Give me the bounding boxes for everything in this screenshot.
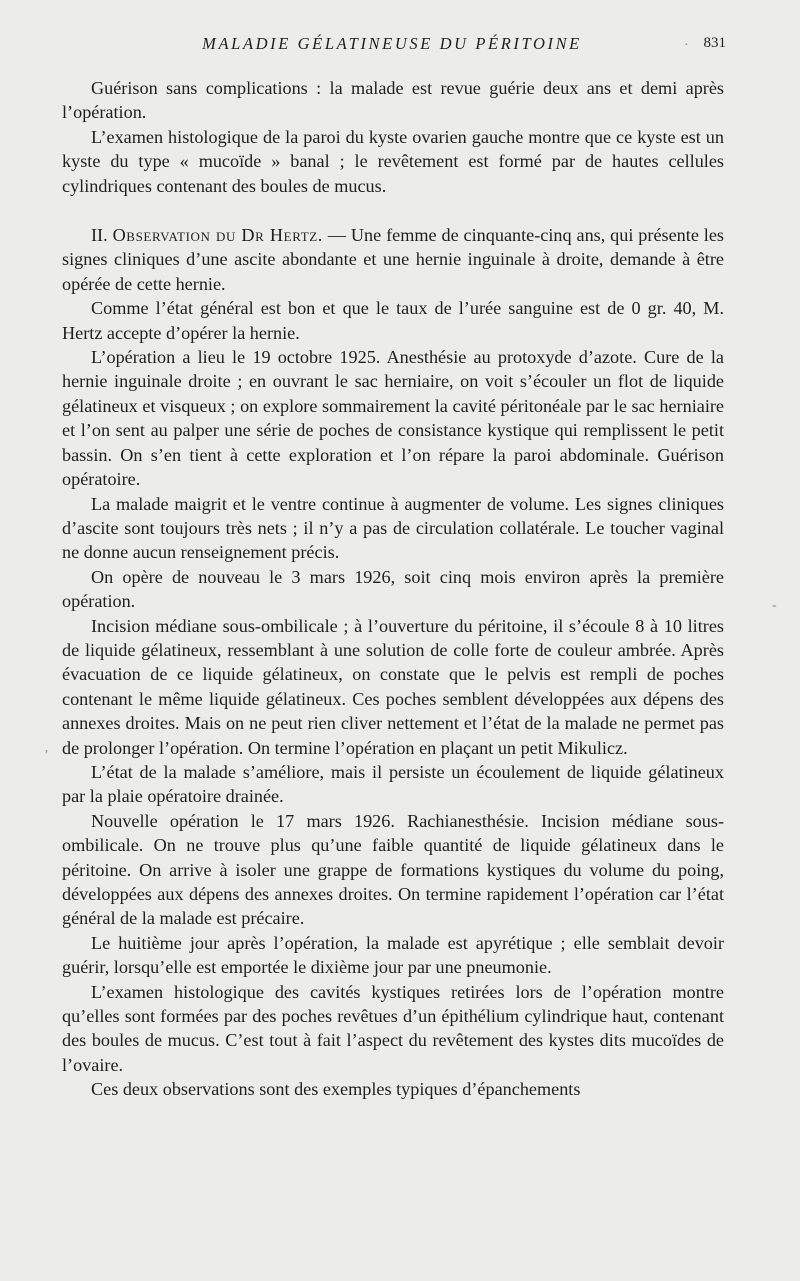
paragraph: Ces deux observations sont des exemples typiques d’épanchements bbox=[91, 1079, 581, 1100]
paragraph: On opère de nouveau le 3 mars 1926, soit cinq mois environ après la première opération. bbox=[62, 566, 724, 612]
observation-number: II. bbox=[91, 225, 108, 246]
paragraph: Comme l’état général est bon et que le taux de l’urée sanguine est de 0 gr. 40, M. Hertz accepte d’opérer la hernie. bbox=[62, 298, 724, 343]
scan-speck: · bbox=[684, 38, 689, 53]
paragraph: Nouvelle opération le 17 mars 1926. Rachianesthésie. Incision médiane sous-ombilicale. On ne trouve plus qu’une faible quantité de liquide gélatineux dans le péritoine. On arrive à isoler une grappe de formations kystiques du volume du poing, développées aux dépens des annexes droites. On termine rapidement l’opération car l’état général de la malade est précaire. bbox=[62, 810, 724, 929]
paragraph: Le huitième jour après l’opération, la malade est apyrétique ; elle semblait devoir guérir, lorsqu’elle est emportée le dixième jour par une pneumonie. bbox=[62, 932, 724, 978]
scan-speck: ʼ bbox=[44, 748, 49, 763]
running-title: MALADIE GÉLATINEUSE DU PÉRITOINE bbox=[202, 34, 582, 53]
paragraph: L’état de la malade s’améliore, mais il persiste un écoulement de liquide gélatineux par la plaie opératoire drainée. bbox=[62, 761, 724, 807]
paragraph: Guérison sans complications : la malade est revue guérie deux ans et demi après l’opération. bbox=[62, 78, 724, 123]
observation-paragraph bbox=[62, 223, 724, 296]
observation-dash: — bbox=[322, 225, 351, 246]
paragraph: L’examen histologique de la paroi du kyste ovarien gauche montre que ce kyste est un kyste du type « mucoïde » banal ; le revêtement est formé par de hautes cellules cylindriques contenant des boules de mucus. bbox=[62, 126, 724, 196]
paragraph: La malade maigrit et le ventre continue à augmenter de volume. Les signes cliniques d’ascite sont toujours très nets ; il n’y a pas de circulation collatérale. Le toucher vaginal ne donne aucun renseignement précis. bbox=[62, 493, 724, 563]
running-header bbox=[58, 34, 726, 58]
page-number: 831 bbox=[703, 35, 726, 51]
scan-speck: - bbox=[772, 598, 777, 613]
paragraph: L’examen histologique des cavités kystiques retirées lors de l’opération montre qu’elles sont formées par des poches revêtues d’un épithélium cylindrique haut, contenant des boules de mucus. C’est tout à fait l’aspect du revêtement des kystes dits mucoïdes de l’ovaire. bbox=[62, 981, 724, 1075]
paragraph: L’opération a lieu le 19 octobre 1925. Anesthésie au protoxyde d’azote. Cure de la hernie inguinale droite ; en ouvrant le sac herniaire, on voit s’écouler un flot de liquide gélatineux et visqueux ; on explore sommairement la cavité péritonéale par le sac herniaire et l’on sent au palper une série de poches de consistance kystique qui remplissent le petit bassin. On s’en tient à cette exploration et l’on répare la paroi abdominale. Guérison opératoire. bbox=[62, 347, 724, 490]
paragraph: Incision médiane sous-ombilicale ; à l’ouverture du péritoine, il s’écoule 8 à 10 litres de liquide gélatineux, ressemblant à une solution de colle forte de couleur ambrée. Après évacuation de ce liquide gélatineux, on constate que le pelvis est rempli de poches contenant le même liquide gélatineux. Ces poches semblent développées aux dépens des annexes droites. Mais on ne peut rien cliver nettement et l’état de la malade ne permet pas de prolonger l’opération. On termine l’opération en plaçant un petit Mikulicz. bbox=[62, 615, 724, 758]
observation-text: Une femme de cinquante-cinq ans, qui présente les signes cliniques d’une ascite abondante et une hernie inguinale à droite, demande à être opérée de cette hernie. bbox=[62, 225, 724, 294]
body-text bbox=[62, 76, 724, 1102]
observation-heading: Observation du Dr Hertz. bbox=[112, 225, 323, 246]
